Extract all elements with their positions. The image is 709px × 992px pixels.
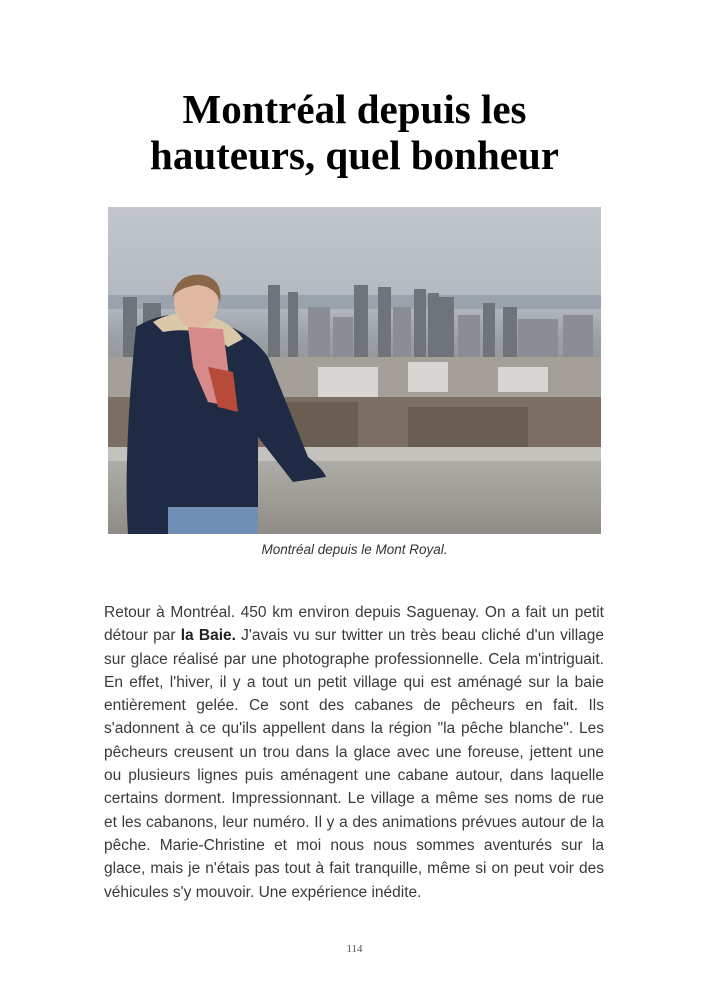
photo-illustration [108, 207, 601, 534]
title-line-1: Montréal depuis les [182, 86, 527, 132]
body-text-part-2: J'avais vu sur twitter un très beau cliché d'un village sur glace réalisé par une photographe professionnelle. Cela m'intriguait. En effet, l'hiver, il y a tout un petit village qui est aménagé sur la baie entièrement gelée. Ce sont des cabanes de pêcheurs en fait. Ils s'adonnent à ce qu'ils appellent dans la région "la pêche blanche". Les pêcheurs creusent un trou dans la glace avec une foreuse, jettent une ou plusieurs lignes puis aménagent une cabane autour, dans laquelle certains dorment. Impressionnant. Le village a même ses noms de rue et les cabanons, leur numéro. Il y a des animations prévues autour de la pêche. Marie-Christine et moi nous nous sommes aventurés sur la glace, mais je n'étais pas tout à fait tranquille, même si on peut voir des véhicules s'y mouvoir. Une expérience inédite. [104, 627, 605, 901]
body-paragraph [104, 601, 604, 904]
body-text-part-1: Retour à Montréal. 450 km environ depuis Saguenay. On a fait un petit détour par [104, 604, 604, 645]
photo-caption: Montréal depuis le Mont Royal. [261, 542, 448, 557]
page-title [0, 86, 709, 178]
photo-montreal-skyline [108, 207, 601, 534]
body-text-bold: la Baie. [180, 627, 236, 645]
title-line-2: hauteurs, quel bonheur [150, 132, 559, 178]
page-number: 114 [346, 943, 363, 955]
